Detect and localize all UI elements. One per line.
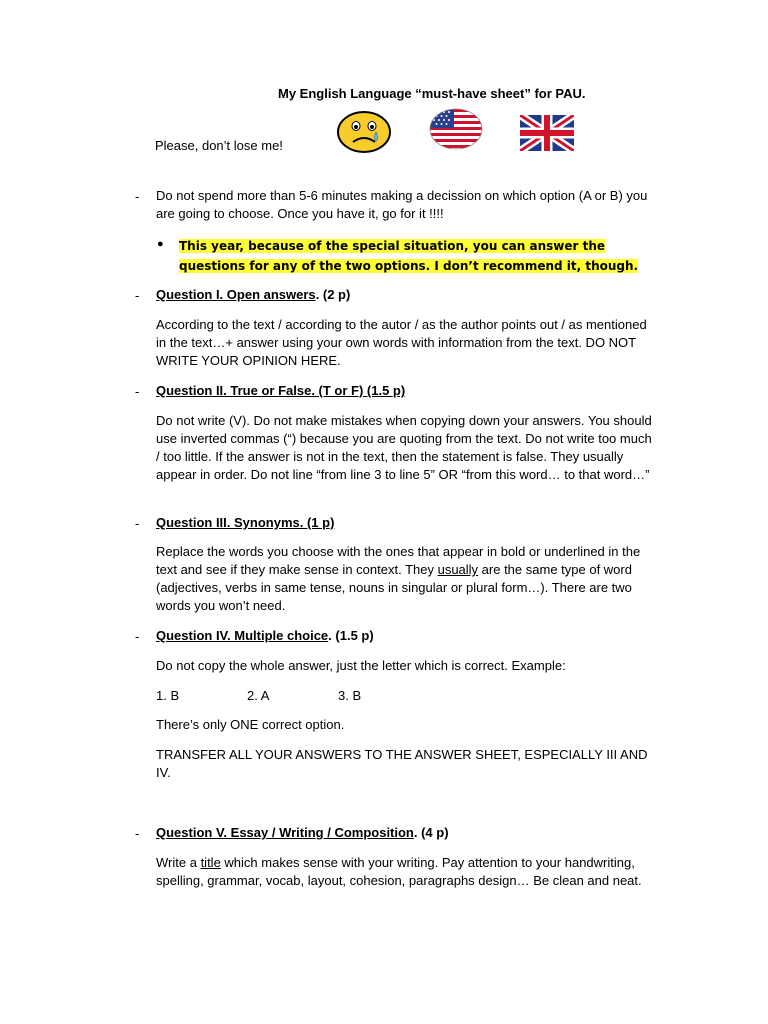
example-answer-2: 2. A bbox=[247, 688, 270, 703]
question-5-title: Question V. Essay / Writing / Composition bbox=[156, 825, 414, 840]
question-2-heading bbox=[156, 382, 656, 400]
highlighted-note-text: This year, because of the special situation, you can answer the questions for any of the two options. I don’t recommend it, though. bbox=[179, 239, 639, 273]
list-dash: - bbox=[135, 516, 140, 531]
list-dash: - bbox=[135, 189, 140, 204]
question-5-body-start: Write a bbox=[156, 855, 201, 870]
question-3-body-end: are the same type of word (adjectives, verbs in same tense, nouns in singular or plural form…). There are two words you won’t need. bbox=[156, 562, 632, 613]
page-title: My English Language “must-have sheet” for PAU. bbox=[278, 86, 586, 101]
list-dash: - bbox=[135, 288, 140, 303]
question-3-emphasis: usually bbox=[437, 562, 479, 577]
list-dash: - bbox=[135, 826, 140, 841]
subtitle: Please, don’t lose me! bbox=[155, 138, 283, 153]
example-answer-3: 3. B bbox=[338, 688, 362, 703]
question-3-heading bbox=[156, 514, 656, 532]
example-answer-1: 1. B bbox=[156, 688, 180, 703]
us-flag-icon bbox=[428, 106, 484, 152]
question-5-body bbox=[156, 854, 656, 890]
question-4-title: Question IV. Multiple choice bbox=[156, 628, 329, 643]
question-3-body bbox=[156, 543, 656, 615]
question-3-title: Question III. Synonyms. (1 p) bbox=[156, 515, 335, 530]
question-2-body: Do not write (V). Do not make mistakes when copying down your answers. You should use inverted commas (“) because you are quoting from the text. Do not write too much / too little. If the answer is not in the text, then the statement is false. They usually appear in order. Do not line “from line 3 to line 5” OR “from this word… to that word…” bbox=[156, 413, 652, 482]
intro-text: Do not spend more than 5-6 minutes making a decission on which option (A or B) you are going to choose. Once you have it, go for it !!!! bbox=[156, 188, 648, 221]
question-1-heading bbox=[156, 286, 656, 304]
bullet-icon: ● bbox=[157, 238, 164, 250]
sad-face-icon bbox=[336, 110, 392, 154]
only-one-option: There’s only ONE correct option. bbox=[156, 717, 345, 732]
question-1-body: According to the text / according to the autor / as the author points out / as mentioned in the text…+ answer using your own words with information from the text. DO NOT WRITE YOUR OPINION HERE. bbox=[156, 317, 647, 368]
list-dash: - bbox=[135, 384, 140, 399]
question-5-points: . (4 p) bbox=[413, 825, 449, 840]
question-1-points: . (2 p) bbox=[315, 287, 351, 302]
transfer-note: TRANSFER ALL YOUR ANSWERS TO THE ANSWER SHEET, ESPECIALLY III AND IV. bbox=[156, 747, 648, 780]
question-3-body-start: Replace the words you choose with the ones that appear in bold or underlined in the text and see if they make sense in context. They bbox=[156, 544, 641, 577]
list-dash: - bbox=[135, 629, 140, 644]
question-2-title: Question II. True or False. (T or F) (1.5 p) bbox=[156, 383, 406, 398]
question-1-title: Question I. Open answers bbox=[156, 287, 316, 302]
question-5-body-end: which makes sense with your writing. Pay attention to your handwriting, spelling, grammar, vocab, layout, cohesion, paragraphs design… Be clean and neat. bbox=[156, 855, 642, 888]
question-4-body: Do not copy the whole answer, just the letter which is correct. Example: bbox=[156, 658, 566, 673]
question-5-emphasis: title bbox=[200, 855, 221, 870]
question-4-points: . (1.5 p) bbox=[328, 628, 374, 643]
question-5-heading bbox=[156, 824, 656, 842]
question-4-heading bbox=[156, 627, 656, 645]
highlighted-note bbox=[179, 236, 659, 276]
uk-flag-icon bbox=[520, 115, 574, 151]
